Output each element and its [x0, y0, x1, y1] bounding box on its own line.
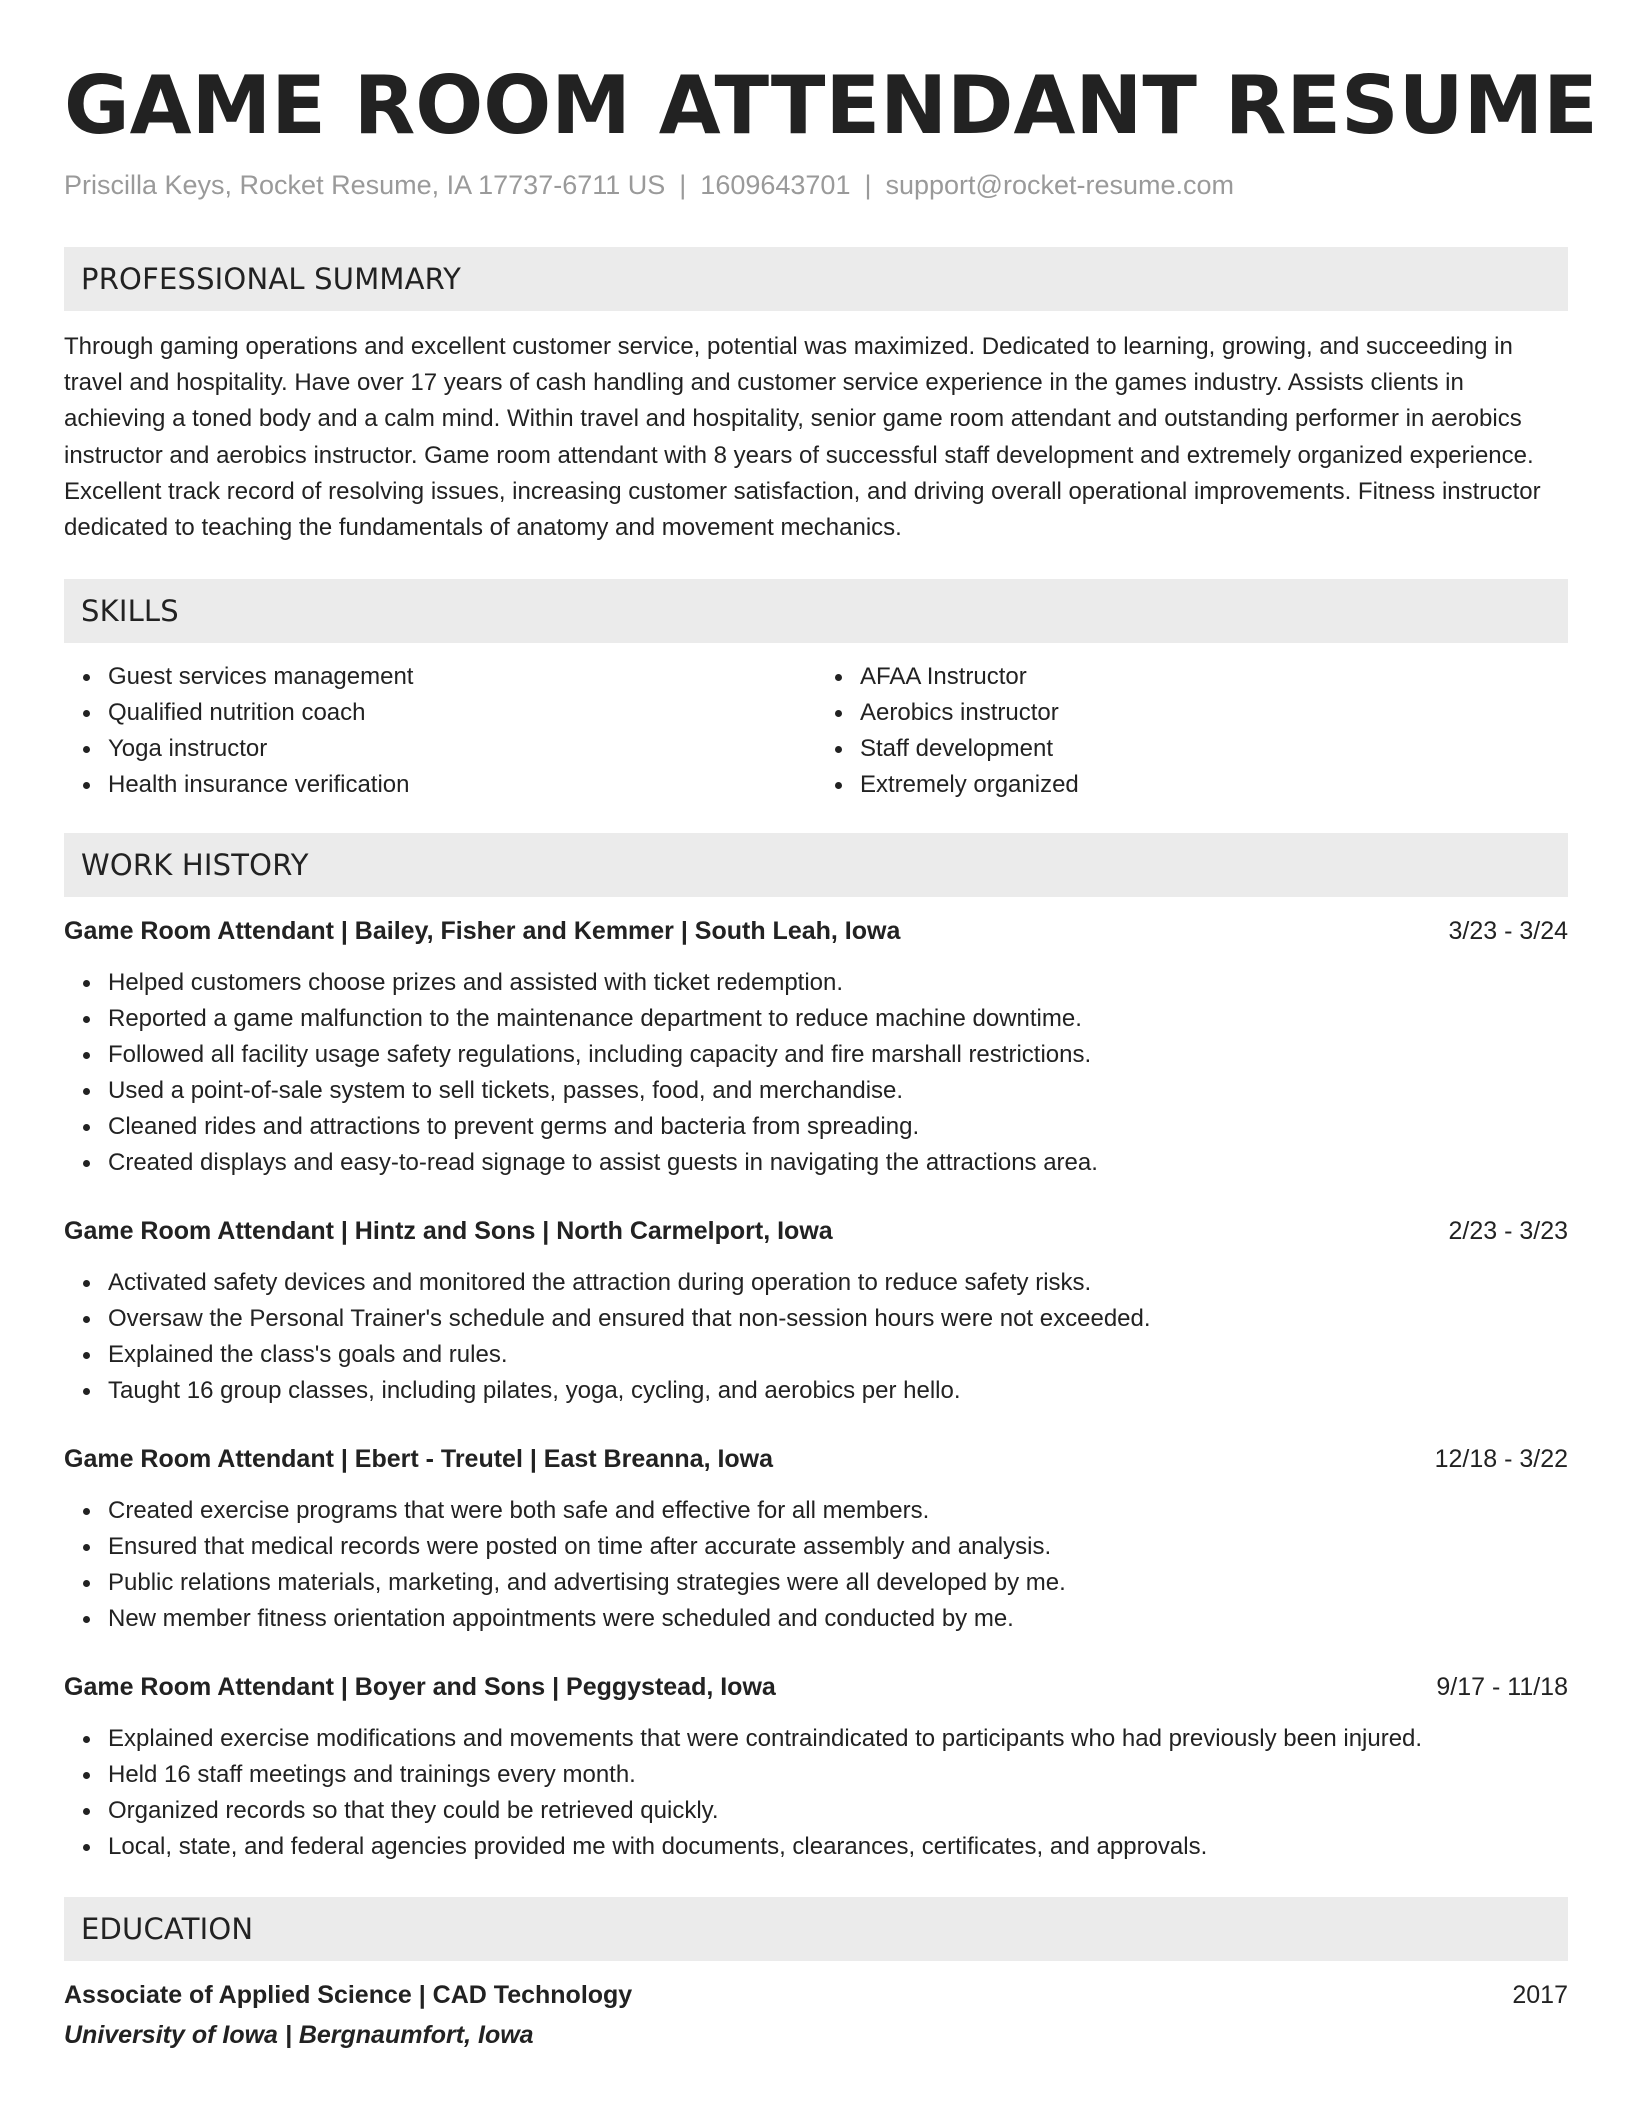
- skill-item: Staff development: [860, 731, 1568, 767]
- skill-item: Yoga instructor: [108, 731, 816, 767]
- skill-item: Guest services management: [108, 659, 816, 695]
- summary-heading: PROFESSIONAL SUMMARY: [81, 262, 462, 296]
- education-heading: EDUCATION: [81, 1912, 254, 1947]
- skill-item: AFAA Instructor: [860, 659, 1568, 695]
- job-bullet: New member fitness orientation appointments were scheduled and conducted by me.: [108, 1601, 1568, 1637]
- job-dates: 9/17 - 11/18: [1436, 1673, 1568, 1702]
- job-bullet: Reported a game malfunction to the maintenance department to reduce machine downtime.: [108, 1001, 1568, 1037]
- education-entry: [64, 1977, 1568, 2053]
- contact-phone: 1609643701: [700, 170, 851, 200]
- job-heading: Game Room Attendant | Ebert - Treutel | East Breanna, Iowa: [64, 1445, 774, 1474]
- skill-item: Qualified nutrition coach: [108, 695, 816, 731]
- job-header: [64, 1441, 1568, 1477]
- contact-separator: |: [679, 170, 687, 200]
- job-bullet: Taught 16 group classes, including pilates, yoga, cycling, and aerobics per hello.: [108, 1373, 1568, 1409]
- education-header: [64, 1977, 1568, 2013]
- job-entry: [64, 913, 1568, 1181]
- job-bullets: [64, 965, 1568, 1181]
- work-history-section: [64, 833, 1568, 1865]
- job-header: [64, 913, 1568, 949]
- job-bullet: Public relations materials, marketing, and advertising strategies were all developed by me.: [108, 1565, 1568, 1601]
- contact-line: [64, 168, 1568, 202]
- job-heading: Game Room Attendant | Hintz and Sons | North Carmelport, Iowa: [64, 1217, 833, 1246]
- skill-item: Health insurance verification: [108, 767, 816, 803]
- job-dates: 12/18 - 3/22: [1434, 1445, 1568, 1474]
- job-bullet: Oversaw the Personal Trainer's schedule and ensured that non-session hours were not exceeded.: [108, 1301, 1568, 1337]
- job-bullet: Created displays and easy-to-read signage to assist guests in navigating the attractions area.: [108, 1145, 1568, 1181]
- job-bullet: Explained exercise modifications and movements that were contraindicated to participants who had previously been injured.: [108, 1721, 1568, 1757]
- job-bullet: Created exercise programs that were both safe and effective for all members.: [108, 1493, 1568, 1529]
- job-bullet: Held 16 staff meetings and trainings every month.: [108, 1757, 1568, 1793]
- job-heading: Game Room Attendant | Boyer and Sons | Peggystead, Iowa: [64, 1673, 776, 1702]
- job-bullets: [64, 1721, 1568, 1865]
- job-header: [64, 1669, 1568, 1705]
- job-bullets: [64, 1493, 1568, 1637]
- job-bullet: Helped customers choose prizes and assisted with ticket redemption.: [108, 965, 1568, 1001]
- contact-email[interactable]: support@rocket-resume.com: [885, 170, 1235, 200]
- job-entry: [64, 1441, 1568, 1637]
- summary-heading-bar: [64, 247, 1568, 311]
- job-bullet: Cleaned rides and attractions to prevent germs and bacteria from spreading.: [108, 1109, 1568, 1145]
- contact-address: Priscilla Keys, Rocket Resume, IA 17737-6711 US: [64, 170, 666, 200]
- work-heading: WORK HISTORY: [81, 848, 309, 883]
- job-entry: [64, 1213, 1568, 1409]
- summary-section: [64, 247, 1568, 546]
- job-bullet: Followed all facility usage safety regulations, including capacity and fire marshall restrictions.: [108, 1037, 1568, 1073]
- job-entry: [64, 1669, 1568, 1865]
- skills-section: [64, 579, 1568, 803]
- job-bullet: Organized records so that they could be retrieved quickly.: [108, 1793, 1568, 1829]
- skill-item: Aerobics instructor: [860, 695, 1568, 731]
- education-heading-bar: [64, 1897, 1568, 1961]
- job-bullet: Used a point-of-sale system to sell tickets, passes, food, and merchandise.: [108, 1073, 1568, 1109]
- job-bullet: Local, state, and federal agencies provided me with documents, clearances, certificates, and approvals.: [108, 1829, 1568, 1865]
- resume-title: GAME ROOM ATTENDANT RESUME: [64, 59, 1598, 152]
- skill-item: Extremely organized: [860, 767, 1568, 803]
- skills-list-right: [816, 659, 1568, 803]
- education-school: University of Iowa | Bergnaumfort, Iowa: [64, 2021, 534, 2050]
- summary-text: Through gaming operations and excellent customer service, potential was maximized. Dedicated to learning, growing, and succeeding in travel and hospitality. Have over 17 years of cash handling and customer service experience in the games industry. Assists clients in achieving a toned body and a calm mind. Within travel and hospitality, senior game room attendant and outstanding performer in aerobics instructor and aerobics instructor. Game room attendant with 8 years of successful staff development and extremely organized experience. Excellent track record of resolving issues, increasing customer satisfaction, and driving overall operational improvements. Fitness instructor dedicated to teaching the fundamentals of anatomy and movement mechanics.: [64, 333, 1541, 542]
- work-heading-bar: [64, 833, 1568, 897]
- skills-heading-bar: [64, 579, 1568, 643]
- skills-list-left: [64, 659, 816, 803]
- job-bullet: Explained the class's goals and rules.: [108, 1337, 1568, 1373]
- job-dates: 2/23 - 3/23: [1448, 1217, 1568, 1246]
- education-section: [64, 1897, 1568, 2053]
- job-bullet: Activated safety devices and monitored the attraction during operation to reduce safety risks.: [108, 1265, 1568, 1301]
- education-degree: Associate of Applied Science | CAD Technology: [64, 1981, 633, 2010]
- job-dates: 3/23 - 3/24: [1448, 917, 1568, 946]
- education-year: 2017: [1512, 1981, 1568, 2010]
- skills-columns: [64, 659, 1568, 803]
- skills-heading: SKILLS: [81, 594, 179, 629]
- job-heading: Game Room Attendant | Bailey, Fisher and Kemmer | South Leah, Iowa: [64, 917, 901, 946]
- contact-separator: |: [864, 170, 872, 200]
- job-header: [64, 1213, 1568, 1249]
- job-bullets: [64, 1265, 1568, 1409]
- job-bullet: Ensured that medical records were posted on time after accurate assembly and analysis.: [108, 1529, 1568, 1565]
